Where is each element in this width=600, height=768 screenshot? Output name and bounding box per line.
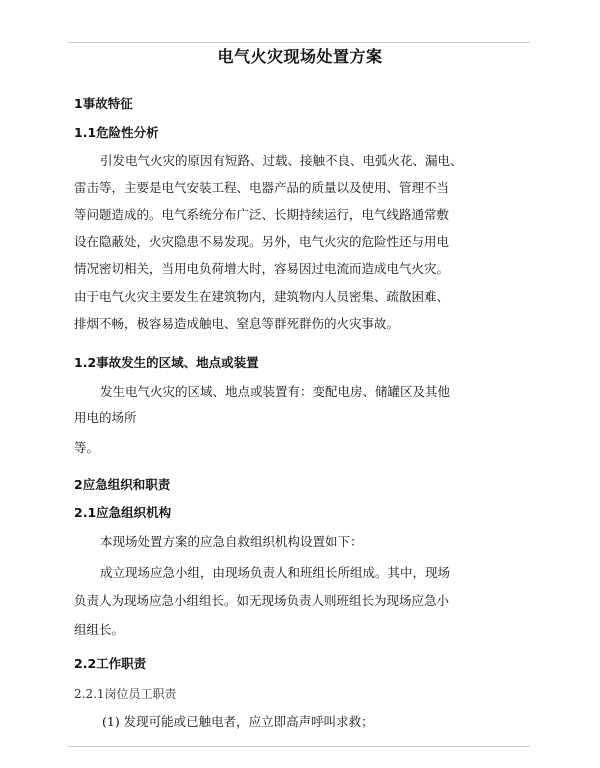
org-intro: 本现场处置方案的应急自救组织机构设置如下： (100, 534, 363, 549)
section-heading-1: 1事故特征 (74, 96, 133, 111)
section-heading-2: 2应急组织和职责 (74, 477, 171, 492)
hazard-line: 引发电气火灾的原因有短路、过载、接触不良、电弧火花、漏电、 (100, 153, 463, 168)
org-line: 负责人为现场应急小组组长。如无现场负责人则班组长为现场应急小 (74, 593, 450, 608)
section-heading-1-1: 1.1危险性分析 (74, 125, 159, 140)
hazard-line: 雷击等，主要是电气安装工程、电器产品的质量以及使用、管理不当 (74, 180, 450, 195)
page-title: 电气火灾现场处置方案 (217, 47, 383, 66)
section-heading-1-2: 1.2事故发生的区域、地点或装置 (74, 355, 259, 370)
footer-rule (68, 746, 530, 747)
subsection-heading-2-2-1: 2.2.1岗位员工职责 (74, 687, 177, 701)
hazard-line: 设在隐蔽处，火灾隐患不易发现。另外，电气火灾的危险性还与用电 (74, 234, 450, 249)
section-heading-2-1: 2.1应急组织机构 (74, 505, 172, 520)
hazard-line: 等问题造成的。电气系统分布广泛、长期持续运行，电气线路通常敷 (74, 207, 450, 222)
area-line: 用电的场所 (74, 410, 137, 425)
section-heading-2-2: 2.2工作职责 (74, 656, 147, 671)
area-line: 等。 (74, 440, 100, 455)
area-line: 发生电气火灾的区域、地点或装置有：变配电房、储罐区及其他 (100, 384, 451, 399)
hazard-line: 由于电气火灾主要发生在建筑物内，建筑物内人员密集、疏散困难、 (74, 289, 450, 304)
org-line: 成立现场应急小组，由现场负责人和班组长所组成。其中，现场 (100, 565, 451, 580)
org-line: 组组长。 (74, 622, 125, 637)
header-rule (68, 42, 530, 43)
duty-item-1: (1) 发现可能或已触电者，应立即高声呼叫求救； (102, 714, 374, 729)
hazard-line: 情况密切相关，当用电负荷增大时，容易因过电流而造成电气火灾。 (74, 261, 450, 276)
hazard-line: 排烟不畅，极容易造成触电、窒息等群死群伤的火灾事故。 (74, 316, 400, 331)
